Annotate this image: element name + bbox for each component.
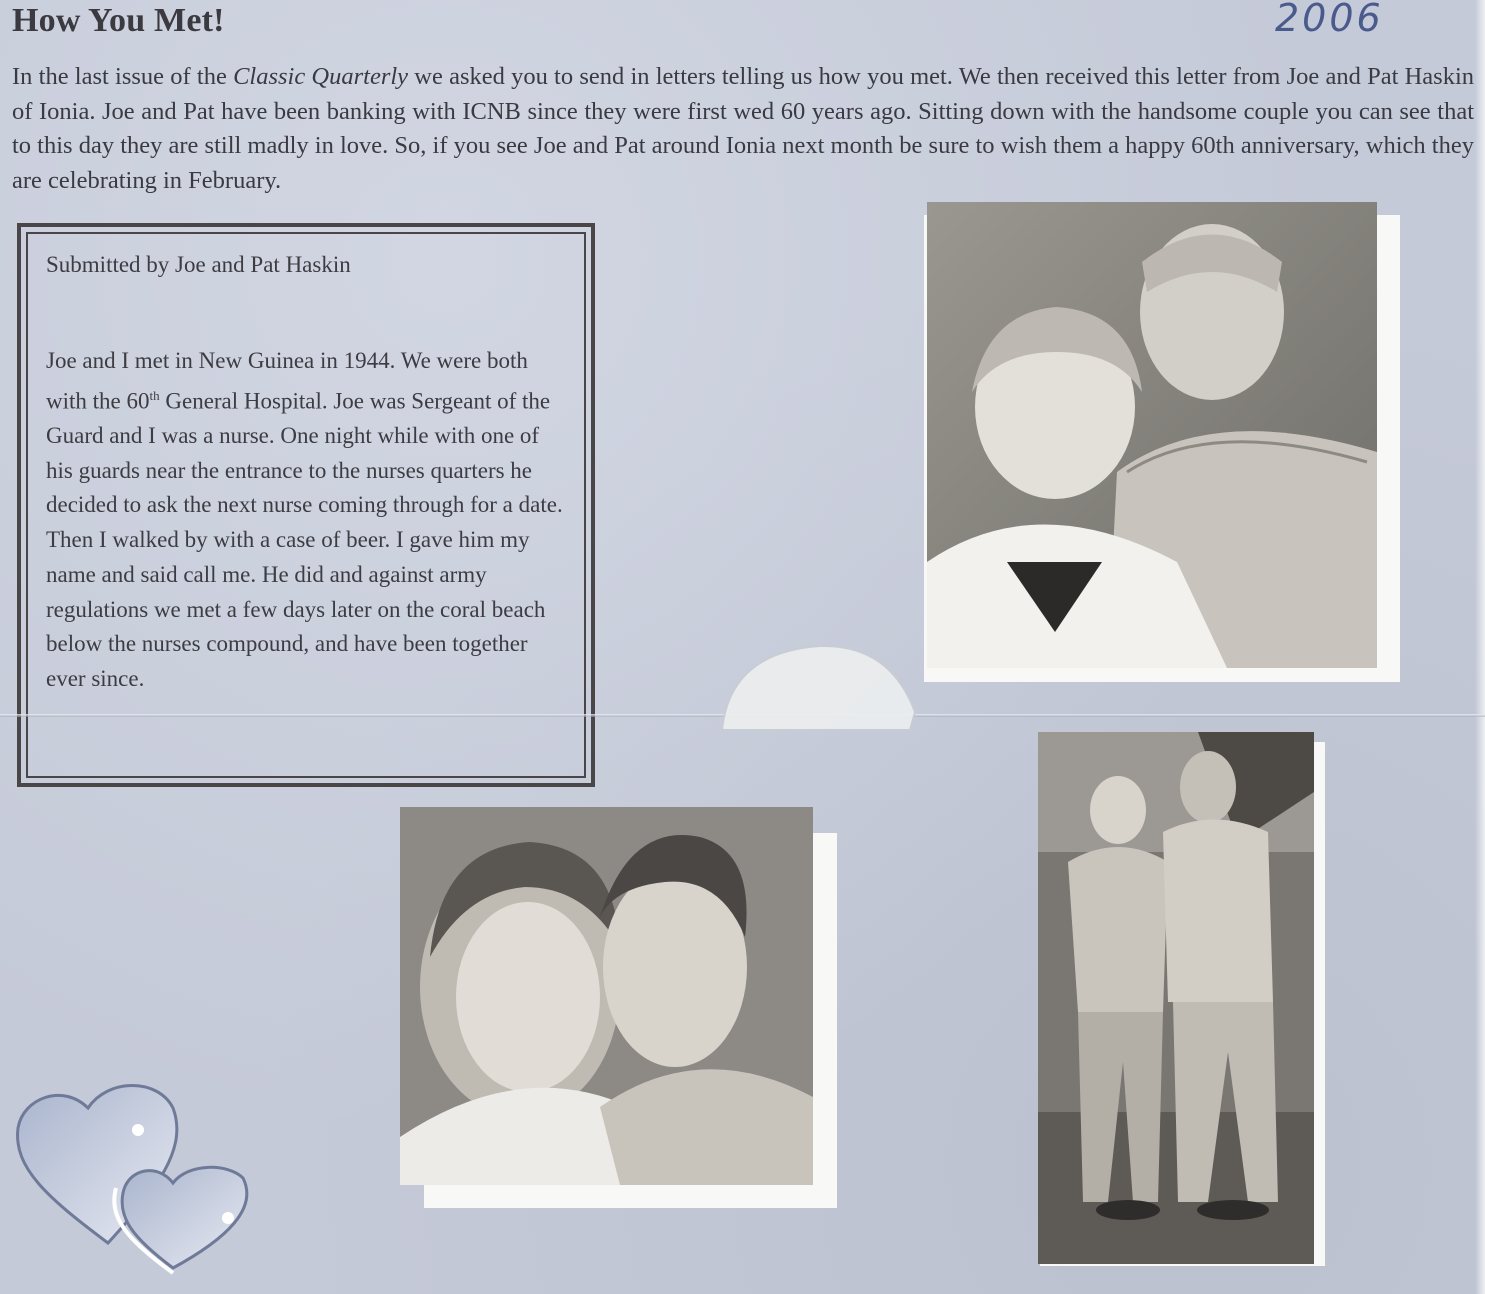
story-text-part1: Joe and I met in New Guinea in 1944. We were both with the 60 [46, 348, 528, 414]
couple-in-uniform-photo [1038, 732, 1314, 1264]
young-couple-portrait [400, 807, 813, 1185]
recent-couple-image [927, 202, 1377, 668]
recent-couple-portrait [927, 202, 1377, 668]
story-box-inner [26, 232, 586, 778]
double-heart-icon [8, 1068, 288, 1278]
intro-paragraph [12, 60, 1474, 198]
story-box [17, 223, 595, 787]
publication-name: Classic Quarterly [233, 63, 409, 90]
handwritten-year: 2006 [1275, 0, 1384, 40]
uniform-couple-image [1038, 732, 1314, 1264]
submitted-by: Submitted by Joe and Pat Haskin [46, 252, 351, 277]
page-title: How You Met! [12, 2, 225, 39]
tape-piece [720, 642, 920, 732]
story-superscript: th [149, 387, 160, 403]
story-text [46, 344, 570, 697]
intro-text-start: In the last issue of the [12, 63, 234, 90]
story-text-part2: General Hospital. Joe was Sergeant of the Guard and I was a nurse. One night while with one of his guards near the entrance to the nurses quarters he decided to ask the next nurse coming through for a date. Then I walked by with a case of beer. I gave him my name and said call me. He did and against army regulations we met a few days later on the coral beach below the nurses compound, and have been together ever since. [46, 388, 563, 691]
intro-text-rest: we asked you to send in letters telling us how you met. We then received this letter from Joe and Pat Haskin of Ionia. Joe and Pat have been banking with ICNB since they were first wed 60 years ago. Sitting down with the handsome couple you can see that to this day they are still madly in love. So, if you see Joe and Pat around Ionia next month be sure to wish them a happy 60th anniversary, which they are celebrating in February. [12, 63, 1475, 194]
paper-edge [1475, 0, 1485, 1294]
young-couple-image [400, 807, 813, 1185]
